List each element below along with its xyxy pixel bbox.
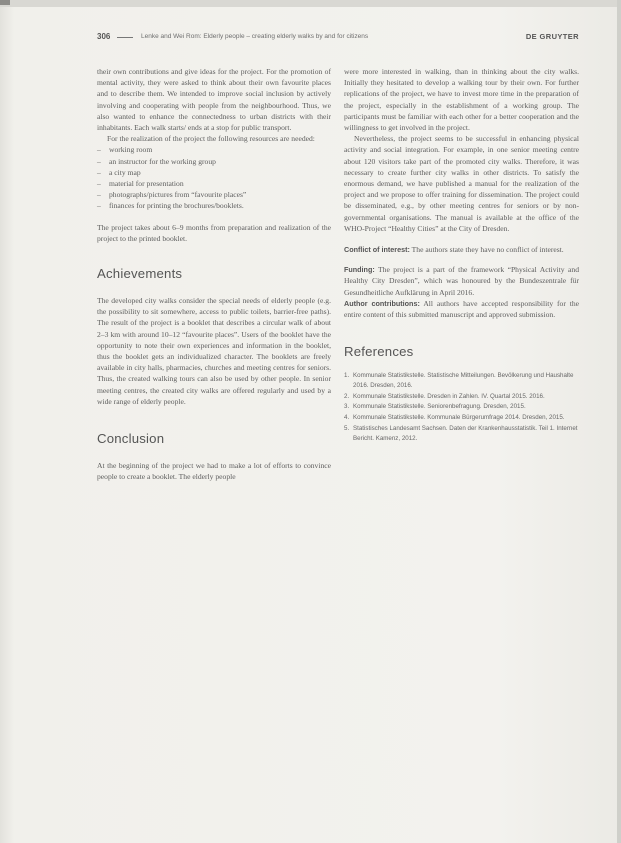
list-item: – a city map — [97, 167, 141, 177]
list-item: – material for presentation — [97, 179, 184, 189]
reference-item: 2. Kommunale Statistikstelle. Dresden in Zahlen. IV. Quartal 2015. 2016. — [344, 392, 545, 400]
conflict-text: The authors state they have no conflict of interest. — [411, 245, 564, 255]
author-label: Author contributions: — [344, 298, 420, 308]
reference-item: 5. Statistisches Landesamt Sachsen. Daten der Krankenhausstatistik. Teil 1. Internet Bericht. Kamenz, 2012. — [344, 424, 578, 442]
page-number: 306 — [97, 32, 111, 41]
reference-item: 1. Kommunale Statistikstelle. Statistische Mitteilungen. Bevölkerung und Haushalte 2016. Dresden, 2016. — [344, 372, 574, 389]
reference-item: 3. Kommunale Statistikstelle. Seniorenbefragung. Dresden, 2015. — [344, 403, 526, 411]
scan-top-edge — [0, 0, 621, 7]
resources-list — [97, 144, 331, 211]
achievements-paragraph: The developed city walks consider the special needs of elderly people (e.g. the possibility to sit somewhere, access to public toilets, barrier-free paths). The result of the project is a booklet that describes a circular walk of about 2–3 km with around 10–12 “favourite places”. Users of the booklet have the opportunity to note their own experiences and information in the booklet, thus the booklet gets an individualized character. The booklets are freely available in city halls, pharmacies, churches and meeting centres for seniors. Thus, the created walking tours can also be used by other people. In senior meeting centres, the created city walks are offered regularly and used by a wide range of elderly people. — [97, 296, 331, 406]
list-item: – working room — [97, 145, 153, 155]
references-list — [344, 371, 579, 443]
conclusion-paragraph: At the beginning of the project we had to make a lot of efforts to convince people to create a booklet. The elderly people — [97, 461, 331, 482]
continued-paragraph: were more interested in walking, than in thinking about the city walks. Initially they hesitated to develop a walking tour by their own. For further replications of the project, we have to invest more time in the preparation of the project, especially in the establishment of a working group. The participants must be familiar with each other for a better cooperation and the willingness to get involved in the project. — [344, 67, 579, 133]
conflict-label: Conflict of interest: — [344, 245, 410, 255]
conflict-statement — [344, 244, 579, 255]
project-time-paragraph: The project takes about 6–9 months from preparation and realization of the project to the printed booklet. — [97, 222, 331, 243]
achievements-heading: Achievements — [97, 266, 183, 282]
publisher-logo: DE GRUYTER — [525, 32, 579, 41]
funding-statement — [344, 264, 579, 298]
header-dash — [117, 37, 133, 38]
list-item: – finances for printing the brochures/booklets. — [97, 201, 244, 211]
running-header — [97, 32, 579, 44]
list-item: – an instructor for the working group — [97, 156, 216, 166]
scan-mark — [0, 0, 10, 5]
resources-intro: For the realization of the project the following resources are needed: — [107, 134, 315, 144]
right-column — [344, 66, 579, 444]
author-statement — [344, 298, 579, 320]
intro-paragraph: their own contributions and give ideas for the project. For the promotion of mental activity, they were asked to think about their own favourite places and to describe them. We intended to improve social inclusion by actively involving and cooperating with people from the neighbourhood. Thus, we also wanted to enhance the connectedness to urban districts with their inhabitants. Each walk starts/ ends at a stop for public transport. — [97, 67, 331, 133]
references-heading: References — [344, 344, 414, 360]
scan-right-edge — [617, 0, 621, 843]
funding-text: The project is a part of the framework “Physical Activity and Healthy City Dresden”, which was honoured by the Bundeszentrale für Gesundheitliche Aufklärung in April 2016. — [344, 265, 579, 297]
left-column — [97, 66, 331, 482]
running-title: Lenke and Wei Rom: Elderly people – creating elderly walks by and for citizens — [141, 33, 369, 40]
reference-item: 4. Kommunale Statistikstelle. Kommunale Bürgerumfrage 2014. Dresden, 2015. — [344, 414, 565, 422]
author-text: All authors have accepted responsibility for the entire content of this submitted manuscript and approved submission. — [344, 298, 579, 320]
list-item: – photographs/pictures from “favourite places” — [97, 190, 247, 200]
funding-label: Funding: — [344, 265, 375, 275]
success-paragraph: Nevertheless, the project seems to be successful in enhancing physical activity and social integration. For example, in one senior meeting centre about 120 visitors take part of the promoted city walks. Therefore, it was necessary to create further city walks in other districts. To satisfy the enormous demand, we have published a manual for the realization of the project and we propose to offer training for dissemination. The project could be disseminated, e.g., by other meeting centres for seniors or by non-governmental organisations. The manual is available at the office of the WHO-Project “Healthy Cities” at the City of Dresden. — [344, 134, 579, 233]
conclusion-heading: Conclusion — [97, 431, 165, 447]
